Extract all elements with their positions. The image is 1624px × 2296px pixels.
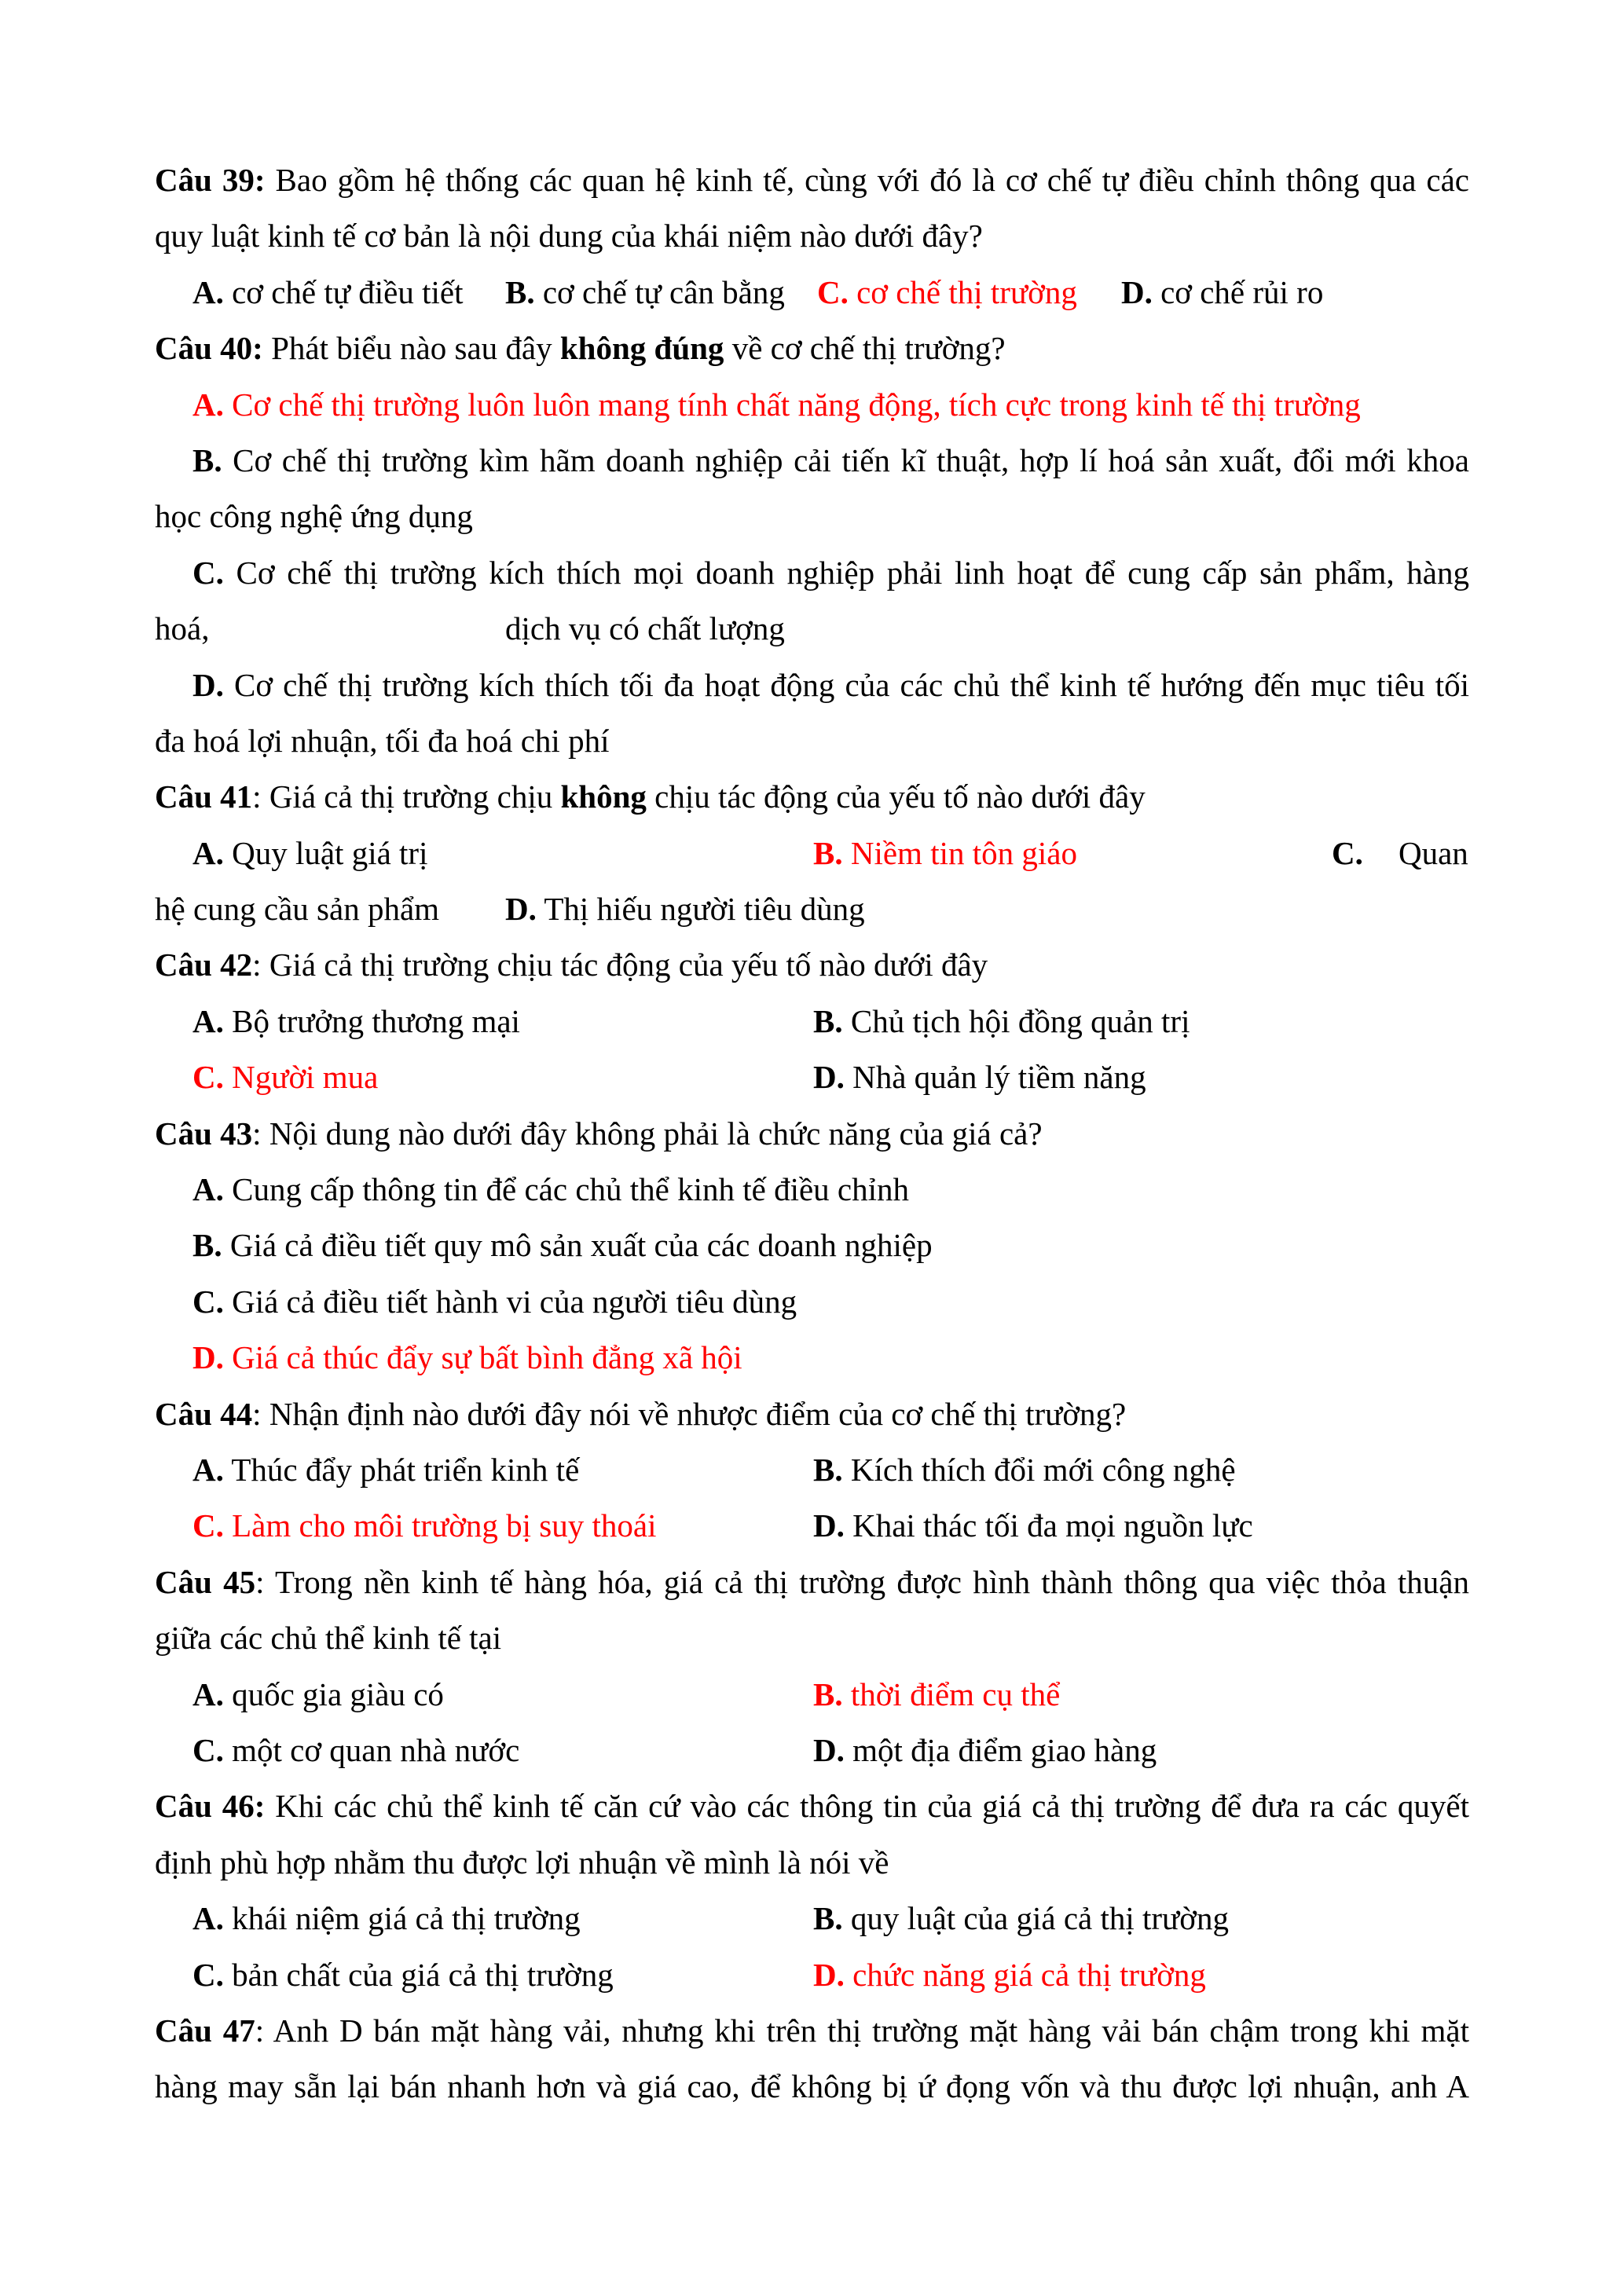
- text-segment: D.: [813, 1507, 845, 1544]
- text-run: [155, 1115, 1043, 1152]
- text-run: [192, 442, 1469, 478]
- text-segment: Cơ chế thị trường kích thích mọi doanh nghiệp phải linh hoạt để cung cấp sản phẩm, hàng: [223, 554, 1469, 591]
- doc-line: [155, 1554, 1469, 1610]
- text-segment: : Nhận định nào dưới đây nói về nhược điểm của cơ chế thị trường?: [252, 1395, 1127, 1432]
- text-segment: : Giá cả thị trường chịu: [252, 778, 561, 815]
- text-column: [192, 826, 427, 881]
- doc-line: [155, 937, 1469, 993]
- text-column: [192, 1498, 657, 1554]
- text-segment: B.: [813, 1451, 843, 1488]
- text-run: [155, 1788, 1469, 1824]
- text-segment: C.: [192, 1507, 224, 1544]
- text-segment: D.: [813, 1059, 845, 1096]
- text-column: [813, 1947, 1206, 2003]
- text-segment: : Nội dung nào dưới đây không phải là chức năng của giá cả?: [252, 1115, 1043, 1152]
- text-segment: Người mua: [223, 1059, 379, 1096]
- text-segment: quy luật kinh tế cơ bản là nội dung của khái niệm nào dưới đây?: [155, 218, 983, 255]
- doc-line: [155, 1891, 1469, 1946]
- doc-line: [155, 1723, 1469, 1778]
- text-segment: B.: [813, 1900, 843, 1937]
- text-segment: D.: [813, 1731, 845, 1768]
- text-segment: A.: [192, 273, 224, 310]
- doc-line: [155, 1442, 1469, 1498]
- text-column: [192, 1442, 579, 1498]
- doc-line: [155, 545, 1469, 601]
- doc-line: [155, 2003, 1469, 2059]
- text-segment: thời điểm cụ thể: [842, 1675, 1061, 1712]
- text-segment: A.: [192, 1900, 224, 1937]
- text-segment: Nhà quản lý tiềm năng: [844, 1059, 1146, 1096]
- text-column: [155, 601, 209, 657]
- text-segment: Làm cho môi trường bị suy thoái: [223, 1507, 657, 1544]
- text-column: [813, 1723, 1157, 1778]
- text-segment: Niềm tin tôn giáo: [842, 834, 1077, 871]
- text-segment: chịu tác động của yếu tố nào dưới đây: [646, 778, 1146, 815]
- text-column: [192, 1891, 581, 1946]
- text-segment: : Giá cả thị trường chịu tác động của yếu tố nào dưới đây: [252, 947, 988, 983]
- text-column: [192, 1274, 797, 1330]
- text-segment: Khi các chủ thể kinh tế căn cứ vào các thông tin của giá cả thị trường để đưa ra các quyết: [265, 1788, 1469, 1825]
- text-segment: Câu 44: [155, 1395, 253, 1432]
- text-segment: Giá cả điều tiết hành vi của người tiêu dùng: [223, 1283, 797, 1320]
- text-run: [155, 1564, 1469, 1600]
- text-column: [813, 1498, 1253, 1554]
- text-segment: D.: [813, 1956, 845, 1993]
- text-segment: quốc gia giàu có: [223, 1675, 444, 1712]
- text-column: [192, 1049, 378, 1105]
- text-segment: A.: [192, 834, 224, 871]
- text-segment: Quy luật giá trị: [223, 834, 428, 871]
- text-segment: Cung cấp thông tin để các chủ thể kinh tế điều chỉnh: [223, 1171, 910, 1208]
- text-segment: định phù hợp nhằm thu được lợi nhuận về mình là nói về: [155, 1844, 889, 1880]
- text-segment: Câu 42: [155, 947, 253, 983]
- text-column: [192, 377, 1361, 433]
- doc-line: [155, 994, 1469, 1049]
- text-segment: A.: [192, 386, 224, 423]
- doc-line: [155, 769, 1469, 825]
- doc-line: [155, 1835, 1469, 1891]
- doc-line: [155, 601, 1469, 657]
- text-column: [813, 1049, 1146, 1105]
- text-column: [192, 1723, 519, 1778]
- doc-line: [155, 1162, 1469, 1218]
- text-segment: Giá cả điều tiết quy mô sản xuất của các doanh nghiệp: [222, 1227, 933, 1264]
- text-segment: quy luật của giá cả thị trường: [842, 1900, 1229, 1937]
- document-lines: [155, 152, 1469, 2115]
- text-segment: Quan: [1399, 834, 1468, 871]
- text-segment: Câu 43: [155, 1115, 253, 1152]
- text-run: [155, 1396, 1126, 1432]
- text-segment: A.: [192, 1675, 224, 1712]
- doc-line: [155, 713, 1469, 769]
- doc-line: [155, 881, 1469, 937]
- text-segment: D.: [192, 666, 224, 703]
- text-segment: không đúng: [559, 330, 724, 367]
- doc-line: [155, 1498, 1469, 1554]
- doc-line: [155, 826, 1469, 881]
- text-segment: Câu 46:: [155, 1788, 266, 1825]
- text-segment: cơ chế rủi ro: [1152, 273, 1324, 310]
- text-column: [813, 1442, 1236, 1498]
- text-column: [155, 881, 439, 937]
- text-run: [155, 1620, 501, 1656]
- text-segment: Câu 45: [155, 1563, 256, 1600]
- text-column: [192, 994, 520, 1049]
- text-segment: Khai thác tối đa mọi nguồn lực: [844, 1507, 1253, 1544]
- text-column: [192, 1218, 933, 1273]
- text-segment: cơ chế tự cân bằng: [534, 273, 785, 310]
- doc-line: [155, 1218, 1469, 1273]
- text-run: [155, 947, 988, 983]
- text-run: [192, 555, 1469, 591]
- text-segment: học công nghệ ứng dụng: [155, 498, 473, 535]
- text-column: [1332, 826, 1363, 881]
- doc-line: [155, 1386, 1469, 1442]
- text-segment: không: [560, 778, 647, 815]
- text-run: [155, 330, 1006, 366]
- text-segment: : Trong nền kinh tế hàng hóa, giá cả thị trường được hình thành thông qua việc thỏa thuận: [255, 1563, 1469, 1600]
- text-segment: cơ chế tự điều tiết: [223, 273, 464, 310]
- doc-line: [155, 1667, 1469, 1723]
- text-segment: Câu 41: [155, 778, 253, 815]
- text-column: [813, 1891, 1229, 1946]
- text-segment: B.: [813, 1675, 843, 1712]
- text-column: [192, 1330, 742, 1386]
- text-column: [813, 826, 1077, 881]
- text-segment: dịch vụ có chất lượng: [505, 610, 785, 647]
- doc-line: [155, 1778, 1469, 1834]
- text-column: [192, 1947, 614, 2003]
- text-segment: B.: [813, 1002, 843, 1039]
- text-run: [155, 2068, 1469, 2104]
- text-column: [1121, 265, 1323, 320]
- text-segment: Câu 39:: [155, 162, 266, 198]
- text-segment: C.: [192, 554, 224, 591]
- text-run: [155, 1844, 889, 1880]
- text-segment: C.: [192, 1283, 224, 1320]
- text-run: [155, 218, 983, 254]
- text-segment: C.: [192, 1059, 224, 1096]
- text-segment: D.: [1121, 273, 1153, 310]
- doc-line: [155, 433, 1469, 489]
- text-segment: một cơ quan nhà nước: [223, 1731, 520, 1768]
- text-column: [1399, 826, 1468, 881]
- doc-line: [155, 2059, 1469, 2115]
- text-segment: A.: [192, 1002, 224, 1039]
- text-segment: về cơ chế thị trường?: [724, 330, 1006, 367]
- doc-line: [155, 489, 1469, 544]
- text-segment: Thúc đẩy phát triển kinh tế: [223, 1451, 580, 1488]
- text-column: [192, 1667, 444, 1723]
- doc-line: [155, 1106, 1469, 1162]
- text-segment: B.: [192, 1227, 222, 1264]
- text-segment: một địa điểm giao hàng: [844, 1731, 1157, 1768]
- text-segment: Bộ trưởng thương mại: [223, 1002, 520, 1039]
- text-segment: Kích thích đổi mới công nghệ: [842, 1451, 1236, 1488]
- text-segment: bản chất của giá cả thị trường: [223, 1956, 614, 1993]
- text-segment: chức năng giá cả thị trường: [844, 1956, 1206, 1993]
- text-segment: khái niệm giá cả thị trường: [223, 1900, 581, 1937]
- text-segment: Giá cả thúc đẩy sự bất bình đẳng xã hội: [223, 1339, 742, 1376]
- text-segment: Bao gồm hệ thống các quan hệ kinh tế, cùng với đó là cơ chế tự điều chỉnh thông qua các: [265, 162, 1469, 198]
- text-segment: D.: [505, 891, 537, 928]
- doc-line: [155, 657, 1469, 713]
- text-segment: : Anh D bán mặt hàng vải, nhưng khi trên thị trường mặt hàng vải bán chậm trong khi mặt: [255, 2012, 1469, 2049]
- text-column: [192, 265, 463, 320]
- doc-line: [155, 1610, 1469, 1666]
- text-segment: Cơ chế thị trường kìm hãm doanh nghiệp cải tiến kĩ thuật, hợp lí hoá sản xuất, đổi mới khoa: [222, 441, 1469, 478]
- text-run: [155, 498, 473, 534]
- text-segment: Cơ chế thị trường kích thích tối đa hoạt động của các chủ thể kinh tế hướng đến mục tiêu tối: [223, 666, 1469, 703]
- text-segment: C.: [192, 1956, 224, 1993]
- doc-line: [155, 1274, 1469, 1330]
- text-column: [505, 601, 785, 657]
- text-segment: B.: [505, 273, 535, 310]
- doc-line: [155, 265, 1469, 320]
- text-segment: Chủ tịch hội đồng quản trị: [842, 1002, 1190, 1039]
- text-segment: hệ cung cầu sản phẩm: [155, 891, 440, 928]
- text-segment: Phát biểu nào sau đây: [262, 330, 560, 367]
- text-column: [192, 1162, 909, 1218]
- text-segment: hoá,: [155, 610, 210, 647]
- doc-line: [155, 1330, 1469, 1386]
- doc-line: [155, 152, 1469, 208]
- doc-line: [155, 1947, 1469, 2003]
- text-column: [813, 1667, 1060, 1723]
- text-run: [155, 778, 1146, 815]
- text-segment: Câu 40:: [155, 330, 263, 367]
- text-segment: đa hoá lợi nhuận, tối đa hoá chi phí: [155, 722, 610, 759]
- text-run: [155, 723, 609, 759]
- text-segment: A.: [192, 1451, 224, 1488]
- text-segment: C.: [192, 1731, 224, 1768]
- text-segment: D.: [192, 1339, 224, 1376]
- text-segment: B.: [192, 441, 222, 478]
- doc-line: [155, 320, 1469, 376]
- text-segment: C.: [1332, 834, 1363, 871]
- text-segment: B.: [813, 834, 843, 871]
- text-segment: giữa các chủ thể kinh tế tại: [155, 1620, 502, 1657]
- text-segment: C.: [817, 273, 849, 310]
- text-segment: A.: [192, 1171, 224, 1208]
- text-segment: Cơ chế thị trường luôn luôn mang tính chất năng động, tích cực trong kinh tế thị trường: [223, 386, 1361, 423]
- doc-line: [155, 208, 1469, 264]
- text-segment: Câu 47: [155, 2012, 255, 2049]
- text-column: [813, 994, 1190, 1049]
- text-run: [192, 667, 1469, 703]
- text-segment: hàng may sẵn lại bán nhanh hơn và giá cao, để không bị ứ đọng vốn và thu được lợi nhuận, anh A: [155, 2068, 1469, 2105]
- text-run: [155, 162, 1469, 198]
- text-column: [505, 881, 865, 937]
- text-run: [155, 2012, 1469, 2049]
- text-column: [817, 265, 1077, 320]
- doc-line: [155, 377, 1469, 433]
- text-column: [505, 265, 785, 320]
- text-segment: Thị hiếu người tiêu dùng: [536, 891, 865, 928]
- text-segment: cơ chế thị trường: [848, 273, 1077, 310]
- doc-line: [155, 1049, 1469, 1105]
